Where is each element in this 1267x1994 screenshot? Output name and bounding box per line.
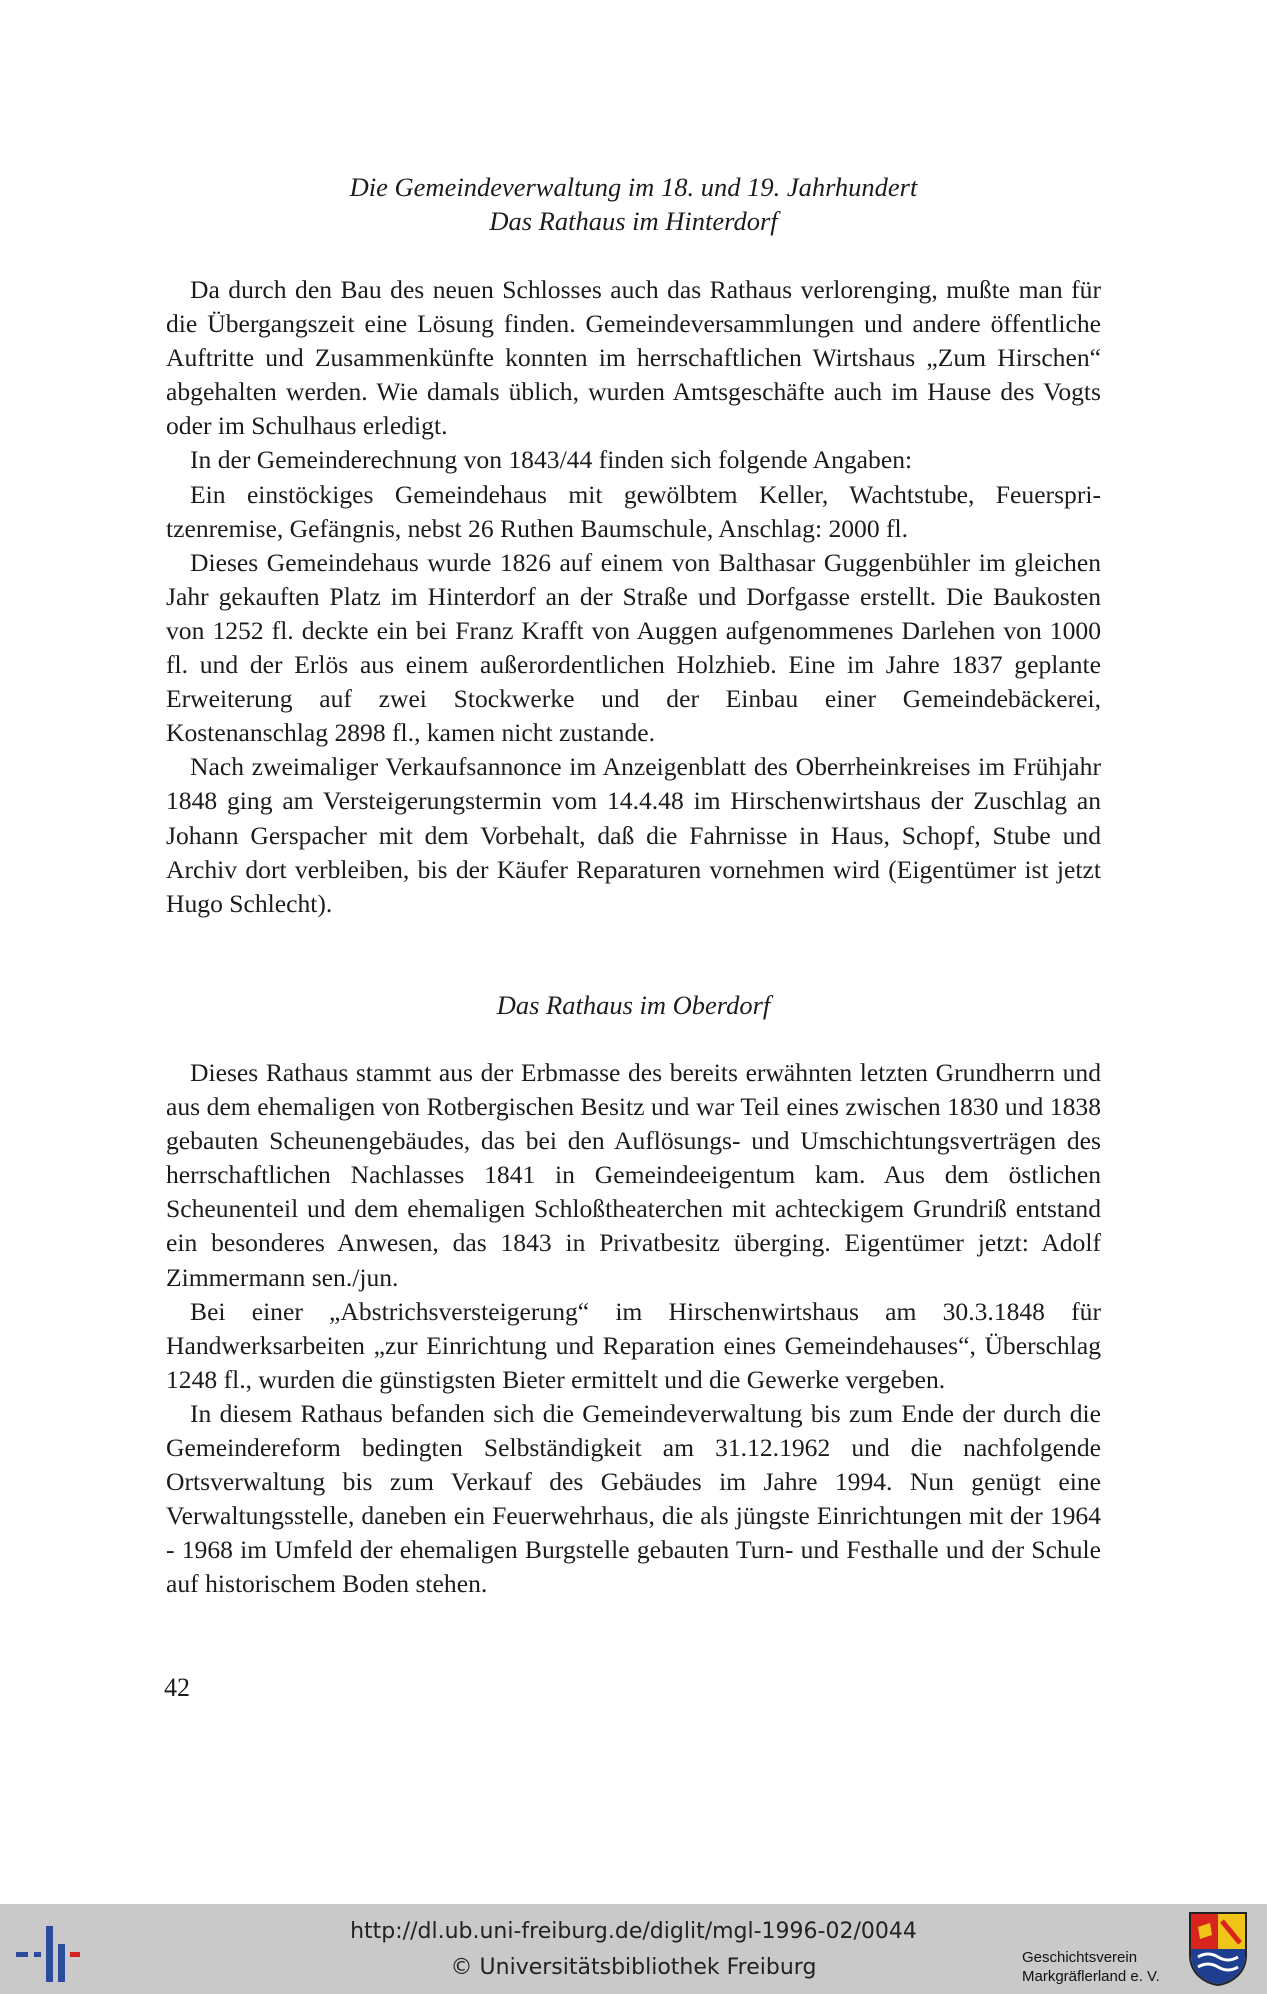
- paragraph: In diesem Rathaus befanden sich die Gemeindeverwaltung bis zum Ende der durch die Gemeindereform bedingten Selbständigkeit am 31.12.1962 und die nachfolgende Ortsverwaltung bis zum Verkauf des Gebäudes im Jahre 1994. Nun genügt eine Verwaltungsstelle, daneben ein Feuerwehrhaus, die als jüngste Einrichtungen mit der 1964 - 1968 im Umfeld der ehemaligen Burgstelle gebauten Turn- und Festhalle und der Schule auf historischem Boden stehen.: [166, 1398, 1101, 1599]
- copyright-notice: © Universitätsbibliothek Freiburg: [450, 1955, 817, 1980]
- paragraph: Da durch den Bau des neuen Schlosses auch das Rathaus verlorenging, mußte man für die Übergangszeit eine Lösung finden. Gemeindeversammlungen und andere öffentliche Auftritte und Zusammenkünfte konnten im herrschaftlichen Wirtshaus „Zum Hirschen“ abgehalten werden. Wie damals üblich, wurden Amtsgeschäfte auch im Hause des Vogts oder im Schulhaus erledigt.: [166, 275, 1101, 441]
- paragraph: Bei einer „Abstrichsversteigerung“ im Hirschenwirtshaus am 30.3.1848 für Handwerksarbeiten „zur Einrichtung und Reparation eines Gemeindehauses“, Überschlag 1248 fl., wurden die günstigsten Bieter ermittelt und die Gewerke vergeben.: [166, 1296, 1101, 1394]
- society-name-line2: Markgräflerland e. V.: [1022, 1968, 1160, 1985]
- paragraph: In der Gemeinderechnung von 1843/44 finden sich folgende Angaben:: [190, 445, 913, 475]
- section-hinterdorf-body: [166, 273, 1101, 921]
- section-oberdorf-body: [166, 1056, 1101, 1602]
- paragraph: Dieses Gemeindehaus wurde 1826 auf einem von Balthasar Guggenbühler im gleichen Jahr gekauften Platz im Hinterdorf an der Straße und Dorfgasse erstellt. Die Baukosten von 1252 fl. deckte ein bei Franz Krafft von Auggen aufgenommenes Darlehen von 1000 fl. und der Erlös aus einem außerordentlichen Holzhieb. Eine im Jahre 1837 geplante Erweiterung auf zwei Stockwerke und der Einbau einer Gemeindebäckerei, Kostenanschlag 2898 fl., kamen nicht zustande.: [166, 547, 1101, 748]
- society-name-line1: Geschichtsverein: [1022, 1949, 1138, 1966]
- section-title-oberdorf: Das Rathaus im Oberdorf: [496, 990, 771, 1020]
- document-url-link[interactable]: http://dl.ub.uni-freiburg.de/diglit/mgl-1996-02/0044: [350, 1919, 917, 1944]
- society-name: [1022, 1948, 1182, 1986]
- page-number: 42: [164, 1673, 190, 1702]
- paragraph: Dieses Rathaus stammt aus der Erbmasse des bereits erwähnten letzten Grundherrn und aus dem ehemaligen von Rotbergischen Besitz und war Teil eines zwischen 1830 und 1838 gebauten Scheunengebäudes, das bei den Auflösungs- und Umschichtungsverträgen des herrschaftlichen Nachlasses 1841 in Gemeindeeigentum kam. Aus dem östlichen Scheunenteil und dem ehemaligen Schloßtheaterchen mit achteckigem Grundriß entstand ein besonderes Anwesen, das 1843 in Privatbesitz überging. Eigentümer jetzt: Adolf Zimmermann sen./jun.: [166, 1058, 1101, 1292]
- chapter-heading: [166, 170, 1101, 238]
- paragraph: Ein einstöckiges Gemeindehaus mit gewölbtem Keller, Wachtstube, Feuerspritzenremise, Gefängnis, nebst 26 Ruthen Baumschule, Anschlag: 2000 fl.: [166, 479, 1101, 543]
- paragraph: Nach zweimaliger Verkaufsannonce im Anzeigenblatt des Oberrheinkreises im Frühjahr 1848 ging am Versteigerungstermin vom 14.4.48 im Hirschenwirtshaus der Zuschlag an Johann Gerspacher mit dem Vorbehalt, daß die Fahrnisse in Haus, Schopf, Stube und Archiv dort verbleiben, bis der Käufer Reparaturen vornehmen wird (Eigentümer ist jetzt Hugo Schlecht).: [166, 752, 1101, 918]
- footer-bar: [0, 1904, 1267, 1994]
- coat-of-arms-icon: [1188, 1911, 1248, 1987]
- chapter-title: Die Gemeindeverwaltung im 18. und 19. Jahrhundert: [349, 172, 918, 202]
- section-title-hinterdorf: Das Rathaus im Hinterdorf: [489, 206, 778, 236]
